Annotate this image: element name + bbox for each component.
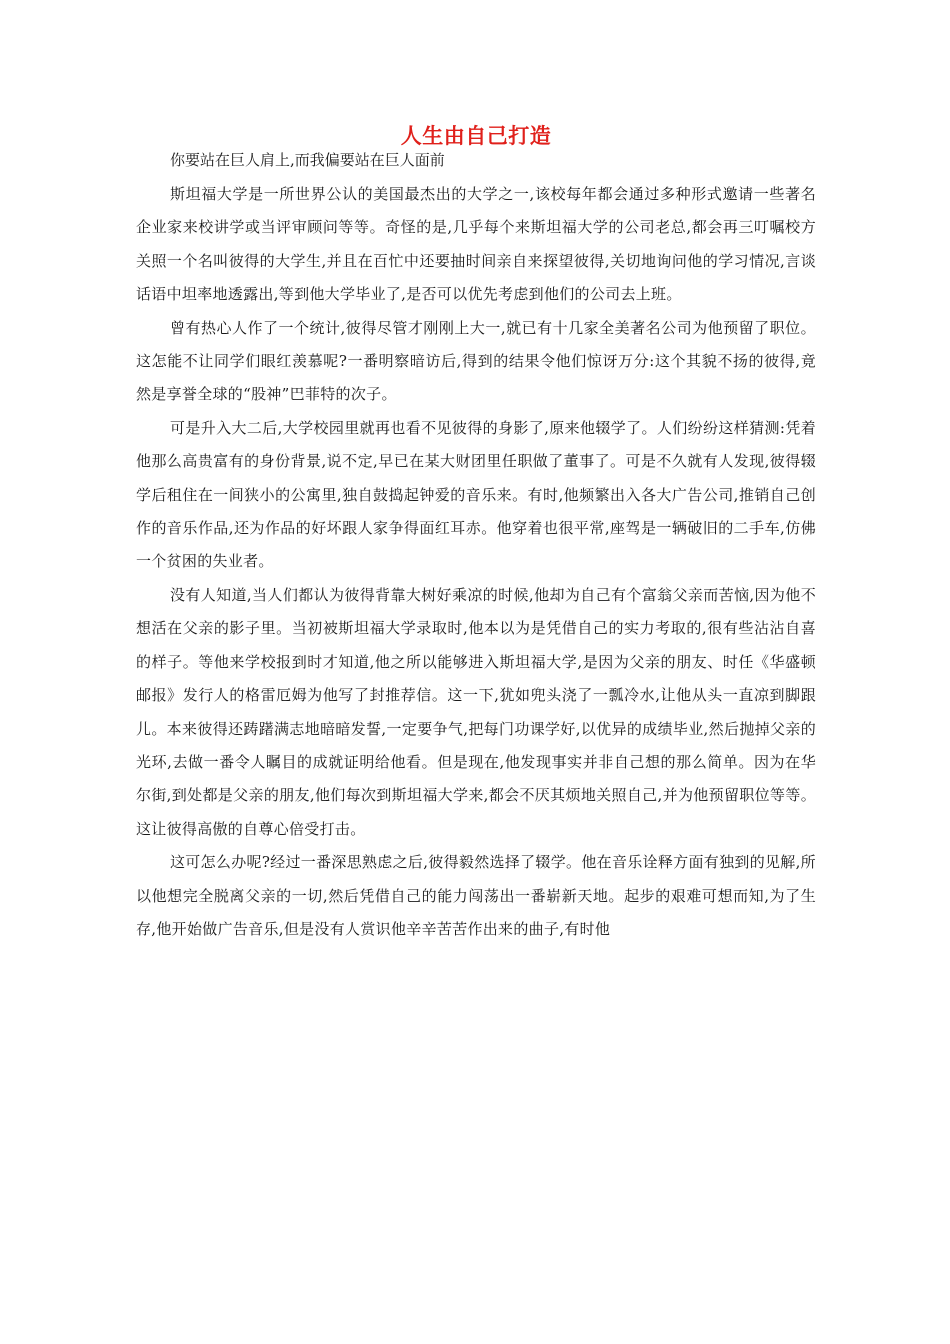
paragraph: 曾有热心人作了一个统计,彼得尽管才刚刚上大一,就已有十几家全美著名公司为他预留了职位。这怎能不让同学们眼红羡慕呢?一番明察暗访后,得到的结果令他们惊讶万分:这个其貌不扬的彼得,竟然是享誉全球的“股神”巴菲特的次子。 <box>136 318 816 404</box>
document-body <box>136 118 816 946</box>
paragraph: 斯坦福大学是一所世界公认的美国最杰出的大学之一,该校每年都会通过多种形式邀请一些著名企业家来校讲学或当评审顾问等等。奇怪的是,几乎每个来斯坦福大学的公司老总,都会再三叮嘱校方关照一个名叫彼得的大学生,并且在百忙中还要抽时间亲自来探望彼得,关切地询问他的学习情况,言谈话语中坦率地透露出,等到他大学毕业了,是否可以优先考虑到他们的公司去上班。 <box>136 185 816 304</box>
document-subtitle: 你要站在巨人肩上,而我偏要站在巨人面前 <box>170 151 445 169</box>
paragraph: 可是升入大二后,大学校园里就再也看不见彼得的身影了,原来他辍学了。人们纷纷这样猜测:凭着他那么高贵富有的身份背景,说不定,早已在某大财团里任职做了董事了。可是不久就有人发现,彼得辍学后租住在一间狭小的公寓里,独自鼓捣起钟爱的音乐来。有时,他频繁出入各大广告公司,推销自己创作的音乐作品,还为作品的好坏跟人家争得面红耳赤。他穿着也很平常,座驾是一辆破旧的二手车,仿佛一个贫困的失业者。 <box>136 418 816 571</box>
document-title: 人生由自己打造 <box>400 124 552 148</box>
paragraph: 没有人知道,当人们都认为彼得背靠大树好乘凉的时候,他却为自己有个富翁父亲而苦恼,因为他不想活在父亲的影子里。当初被斯坦福大学录取时,他本以为是凭借自己的实力考取的,很有些沾沾自喜的样子。等他来学校报到时才知道,他之所以能够进入斯坦福大学,是因为父亲的朋友、时任《华盛顿邮报》发行人的格雷厄姆为他写了封推荐信。这一下,犹如兜头浇了一瓢冷水,让他从头一直凉到脚跟儿。本来彼得还踌躇满志地暗暗发誓,一定要争气,把每门功课学好,以优异的成绩毕业,然后抛掉父亲的光环,去做一番令人瞩目的成就证明给他看。但是现在,他发现事实并非自己想的那么简单。因为在华尔街,到处都是父亲的朋友,他们每次到斯坦福大学来,都会不厌其烦地关照自己,并为他预留职位等等。这让彼得高傲的自尊心倍受打击。 <box>136 585 816 838</box>
paragraph: 这可怎么办呢?经过一番深思熟虑之后,彼得毅然选择了辍学。他在音乐诠释方面有独到的见解,所以他想完全脱离父亲的一切,然后凭借自己的能力闯荡出一番崭新天地。起步的艰难可想而知,为了生存,他开始做广告音乐,但是没有人赏识他辛辛苦苦作出来的曲子,有时他 <box>136 853 816 938</box>
